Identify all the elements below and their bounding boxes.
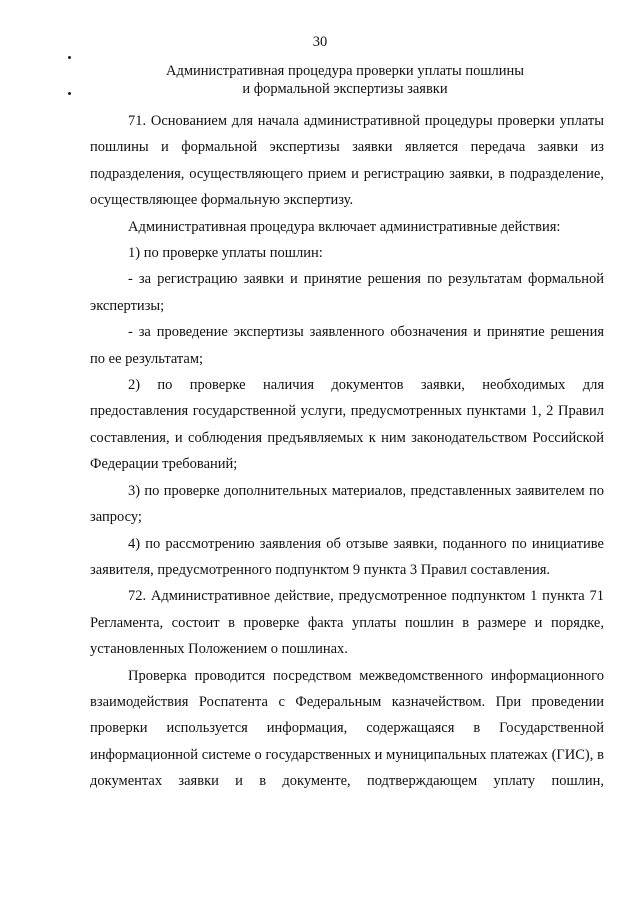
paragraph: 71. Основанием для начала административной процедуры проверки уплаты пошлины и формальной экспертизы заявки является передача заявки из подразделения, осуществляющего прием и регистрацию заявки, в подразделение, осуществляющее формальную экспертизу. bbox=[90, 113, 604, 209]
paragraph: 2) по проверке наличия документов заявки, необходимых для предоставления государственной услуги, предусмотренных пунктами 1, 2 Правил составления, и соблюдения предъявляемых к ним законодательством Российской Федерации требований; bbox=[90, 377, 604, 473]
page-number: 30 bbox=[312, 34, 328, 50]
scan-speck bbox=[68, 56, 71, 59]
paragraph: Административная процедура включает административные действия: bbox=[128, 218, 561, 235]
paragraph: 1) по проверке уплаты пошлин: bbox=[128, 245, 323, 262]
paragraph: 72. Административное действие, предусмотренное подпунктом 1 пункта 71 Регламента, состоит в проверке факта уплаты пошлин в размере и порядке, установленных Положением о пошлинах. bbox=[90, 588, 604, 658]
document-body bbox=[90, 108, 604, 795]
section-heading bbox=[90, 62, 600, 98]
paragraph: 3) по проверке дополнительных материалов, представленных заявителем по запросу; bbox=[90, 482, 604, 526]
paragraph: Проверка проводится посредством межведомственного информационного взаимодействия Роспатента с Федеральным казначейством. При проведении проверки используется информация, содержащаяся в Государственной информационной системе о государственных и муниципальных платежах (ГИС), в документах заявки и в документе, подтверждающем уплату пошлин, bbox=[90, 667, 604, 790]
heading-line: и формальной экспертизы заявки bbox=[242, 81, 448, 97]
paragraph: - за регистрацию заявки и принятие решения по результатам формальной экспертизы; bbox=[90, 271, 604, 314]
scan-speck bbox=[68, 92, 71, 95]
paragraph: - за проведение экспертизы заявленного обозначения и принятие решения по ее результатам; bbox=[90, 324, 604, 367]
paragraph: 4) по рассмотрению заявления об отзыве заявки, поданного по инициативе заявителя, предусмотренного подпунктом 9 пункта 3 Правил составления. bbox=[90, 535, 604, 578]
heading-line: Административная процедура проверки уплаты пошлины bbox=[165, 63, 525, 79]
